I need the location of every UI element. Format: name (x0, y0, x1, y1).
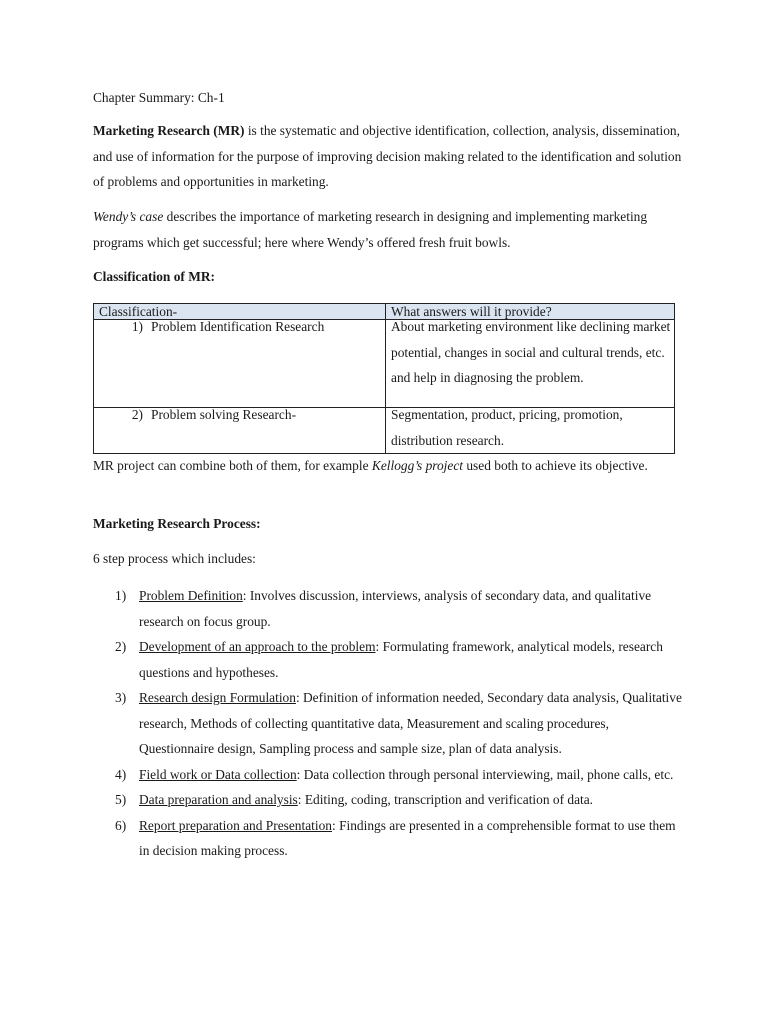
classification-table (93, 303, 675, 454)
list-item: 4) Field work or Data collection: Data collection through personal interviewing, mail, phone calls, etc. (115, 766, 674, 782)
wendy-text: describes the importance of marketing research in designing and implementing marketing programs which get successful; here where Wendy’s offered fresh fruit bowls. (93, 209, 648, 250)
step-title: Field work or Data collection (139, 766, 297, 782)
table-cell-answer (386, 408, 675, 454)
mr-definition-paragraph (93, 118, 683, 195)
step-text: : Editing, coding, transcription and verification of data. (297, 792, 594, 807)
step-text: : Findings are presented in a comprehensible format to use them in decision making process. (139, 817, 676, 858)
step-title: Report preparation and Presentation (139, 817, 332, 833)
row-number: 1) (131, 319, 143, 334)
mr-definition-text: is the systematic and objective identification, collection, analysis, dissemination, and use of information for the purpose of improving decision making related to the identification and solution of problems and opportunities in marketing. (93, 123, 682, 189)
list-item: 6) Report preparation and Presentation: Findings are presented in a comprehensible format to use them in decision making process. (115, 817, 676, 858)
process-heading: Marketing Research Process: (93, 516, 261, 531)
table-cell-type (94, 320, 386, 408)
table-row (94, 320, 675, 408)
step-text: : Involves discussion, interviews, analysis of secondary data, and qualitative research on focus group. (139, 588, 652, 629)
row-number: 2) (131, 407, 143, 422)
table-header-cell: Classification- (94, 304, 386, 320)
step-title: Research design Formulation (139, 690, 296, 705)
table-cell-type (94, 408, 386, 454)
step-title: Data preparation and analysis (139, 792, 298, 807)
wendy-term: Wendy’s case (93, 209, 164, 224)
row-type-label: Problem solving Research- (151, 407, 297, 422)
kellogg-term: Kellogg’s project (371, 458, 464, 473)
step-title: Problem Definition (139, 588, 243, 603)
list-item: 3) Research design Formulation: Definition of information needed, Secondary data analysis, Qualitative research, Methods of collecting quantitative data, Measurement and scaling procedures, Questionnaire design, Sampling process and sample size, plan of data analysis. (115, 690, 682, 756)
process-intro: 6 step process which includes: (93, 551, 256, 566)
chapter-heading: Chapter Summary: Ch-1 (93, 90, 225, 105)
step-text: : Formulating framework, analytical models, research questions and hypotheses. (139, 639, 663, 680)
mr-term: Marketing Research (MR) (93, 123, 245, 138)
table-header-cell: What answers will it provide? (386, 304, 675, 320)
classification-heading: Classification of MR: (93, 269, 215, 284)
step-title: Development of an approach to the problem (139, 639, 376, 654)
row-answer-text: About marketing environment like declining market potential, changes in social and cultural trends, etc. and help in diagnosing the problem. (391, 319, 671, 385)
table-cell-answer (386, 320, 675, 408)
row-type-label: Problem Identification Research (151, 319, 325, 334)
list-item: 5) Data preparation and analysis: Editing, coding, transcription and verification of data. (115, 792, 594, 807)
process-steps-list (93, 583, 683, 864)
row-answer-text: Segmentation, product, pricing, promotion, distribution research. (391, 407, 623, 448)
step-text: : Definition of information needed, Secondary data analysis, Qualitative research, Methods of collecting quantitative data, Measurement and scaling procedures, Questionnaire design, Sampling process and sample size, plan of data analysis. (139, 690, 682, 756)
list-item: 1) Problem Definition: Involves discussion, interviews, analysis of secondary data, and qualitative research on focus group. (115, 588, 652, 629)
list-item: 2) Development of an approach to the problem: Formulating framework, analytical models, research questions and hypotheses. (115, 639, 663, 680)
wendy-paragraph (93, 204, 683, 255)
step-text: : Data collection through personal interviewing, mail, phone calls, etc. (296, 766, 674, 782)
table-row (94, 408, 675, 454)
combine-paragraph: MR project can combine both of them, for example Kellogg’s project used both to achieve its objective. (93, 458, 648, 473)
